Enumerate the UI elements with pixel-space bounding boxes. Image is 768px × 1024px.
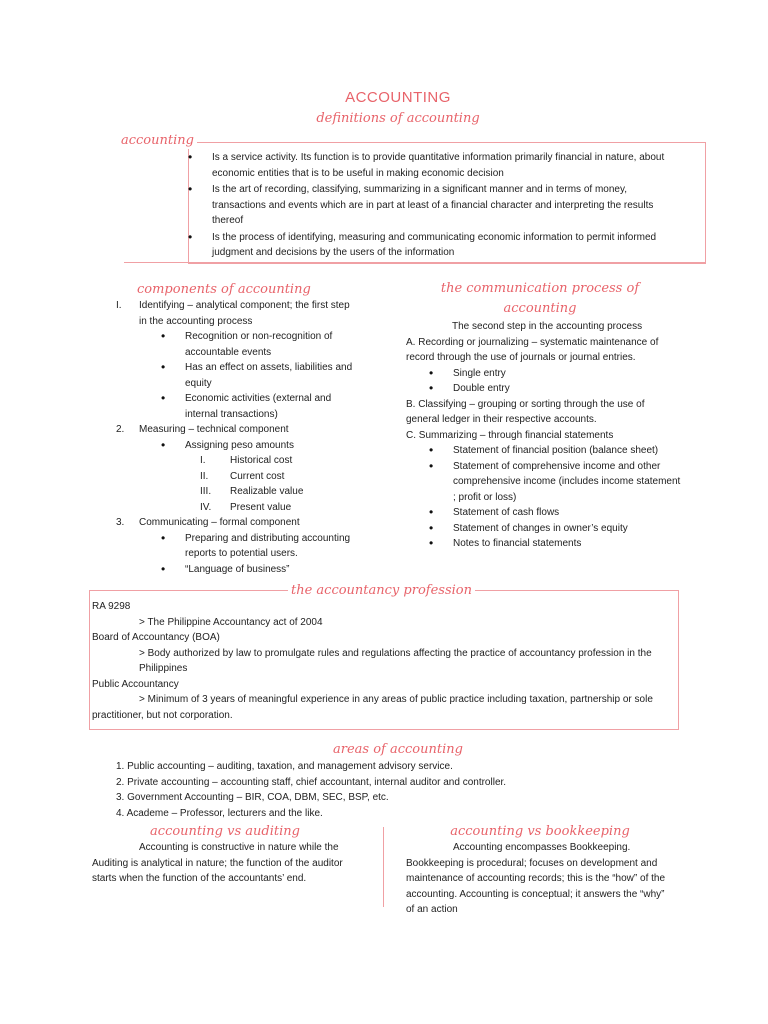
definition-item: • Is the art of recording, classifying, summarizing in a significant manner and in terms of money, transactions and events which are in part at least of a financial character and interpreting the results thereof [212, 182, 692, 229]
communication-step-c: C. Summarizing – through financial statements [406, 429, 614, 441]
communication-heading-line2: accounting [503, 301, 577, 316]
component-measuring: 2. Measuring – technical component [116, 424, 289, 435]
profession-boa-desc: > Body authorized by law to promulgate rules and regulations affecting the practice of accountancy profession in the Philippines [139, 647, 652, 674]
vs-auditing-heading: accounting vs auditing [150, 824, 300, 839]
profession-body [92, 599, 672, 723]
areas-heading: areas of accounting [333, 742, 463, 757]
list-item: • Has an effect on assets, liabilities and equity [185, 360, 406, 391]
list-item: • Statement of changes in owner’s equity [453, 521, 686, 537]
profession-ra-desc: > The Philippine Accountancy act of 2004 [139, 616, 323, 628]
components-list [116, 298, 406, 577]
roman-item: I. Historical cost [200, 455, 293, 466]
definitions-underline [124, 262, 706, 263]
list-item: • Statement of financial position (balance sheet) [453, 443, 686, 459]
list-item: • Preparing and distributing accounting reports to potential users. [185, 531, 406, 562]
page-title: ACCOUNTING [345, 89, 451, 106]
communication-intro: The second step in the accounting process [452, 321, 643, 332]
list-item: • Double entry [453, 381, 686, 397]
profession-ra: RA 9298 [92, 601, 131, 612]
communication-step-a: A. Recording or journalizing – systematic maintenance of record through the use of journals or journal entries. [406, 336, 659, 363]
profession-pa: Public Accountancy [92, 678, 179, 690]
list-item: • Notes to financial statements [453, 536, 686, 552]
communication-step-b: B. Classifying – grouping or sorting through the use of general ledger in their respective accounts. [406, 398, 645, 425]
list-item: • Statement of comprehensive income and other comprehensive income (includes income statement ; profit or loss) [453, 459, 686, 506]
profession-pa-desc: > Minimum of 3 years of meaningful experience in any areas of public practice including taxation, partnership or sole practitioner, but not corporation. [92, 694, 653, 721]
definition-item: • Is the process of identifying, measuring and communicating economic information to permit informed judgment and decisions by the users of the information [212, 230, 692, 261]
list-item: 1. Public accounting – auditing, taxation, and management advisory service. [116, 761, 453, 772]
page-subtitle: definitions of accounting [316, 111, 480, 126]
components-heading: components of accounting [137, 282, 311, 297]
list-item: • Statement of cash flows [453, 505, 686, 521]
list-item: 2. Private accounting – accounting staff, chief accountant, internal auditor and controller. [116, 776, 507, 788]
list-item: • Economic activities (external and internal transactions) [185, 391, 406, 422]
list-item: • Single entry [453, 366, 686, 382]
definition-item: • Is a service activity. Its function is to provide quantitative information primarily financial in nature, about economic entities that is to be useful in making economic decision [212, 150, 692, 181]
vs-bookkeeping-body: Accounting encompasses Bookkeeping. Bookkeeping is procedural; focuses on development and maintenance of accounting records; this is the “how” of the accounting. Accounting is conceptual; it answers the “why” of an action [406, 842, 666, 915]
component-communicating: 3. Communicating – formal component [116, 517, 300, 528]
roman-list [116, 453, 406, 515]
roman-item: III. Realizable value [200, 486, 304, 497]
list-item: 4. Academe – Professor, lecturers and the like. [116, 807, 323, 819]
communication-body [406, 319, 686, 552]
vs-bookkeeping-heading: accounting vs bookkeeping [450, 824, 630, 839]
list-item: • “Language of business” [185, 562, 406, 578]
profession-heading: the accountancy profession [288, 583, 475, 599]
vs-auditing-body: Accounting is constructive in nature while the Auditing is analytical in nature; the function of the auditor starts when the function of the accountants’ end. [92, 842, 343, 884]
communication-heading-line1: the communication process of [440, 281, 640, 296]
column-divider [383, 827, 384, 907]
component-identifying: I. Identifying – analytical component; the first step in the accounting process [116, 300, 350, 327]
roman-item: II. Current cost [200, 470, 285, 482]
definitions-heading: accounting [118, 133, 197, 149]
profession-boa: Board of Accountancy (BOA) [92, 632, 220, 643]
roman-item: IV. Present value [200, 501, 292, 513]
list-item: • Recognition or non-recognition of accountable events [185, 329, 406, 360]
list-item: • Assigning peso amounts [185, 438, 406, 454]
areas-list [116, 759, 676, 821]
list-item: 3. Government Accounting – BIR, COA, DBM, SEC, BSP, etc. [116, 792, 389, 803]
definitions-list [212, 150, 692, 261]
